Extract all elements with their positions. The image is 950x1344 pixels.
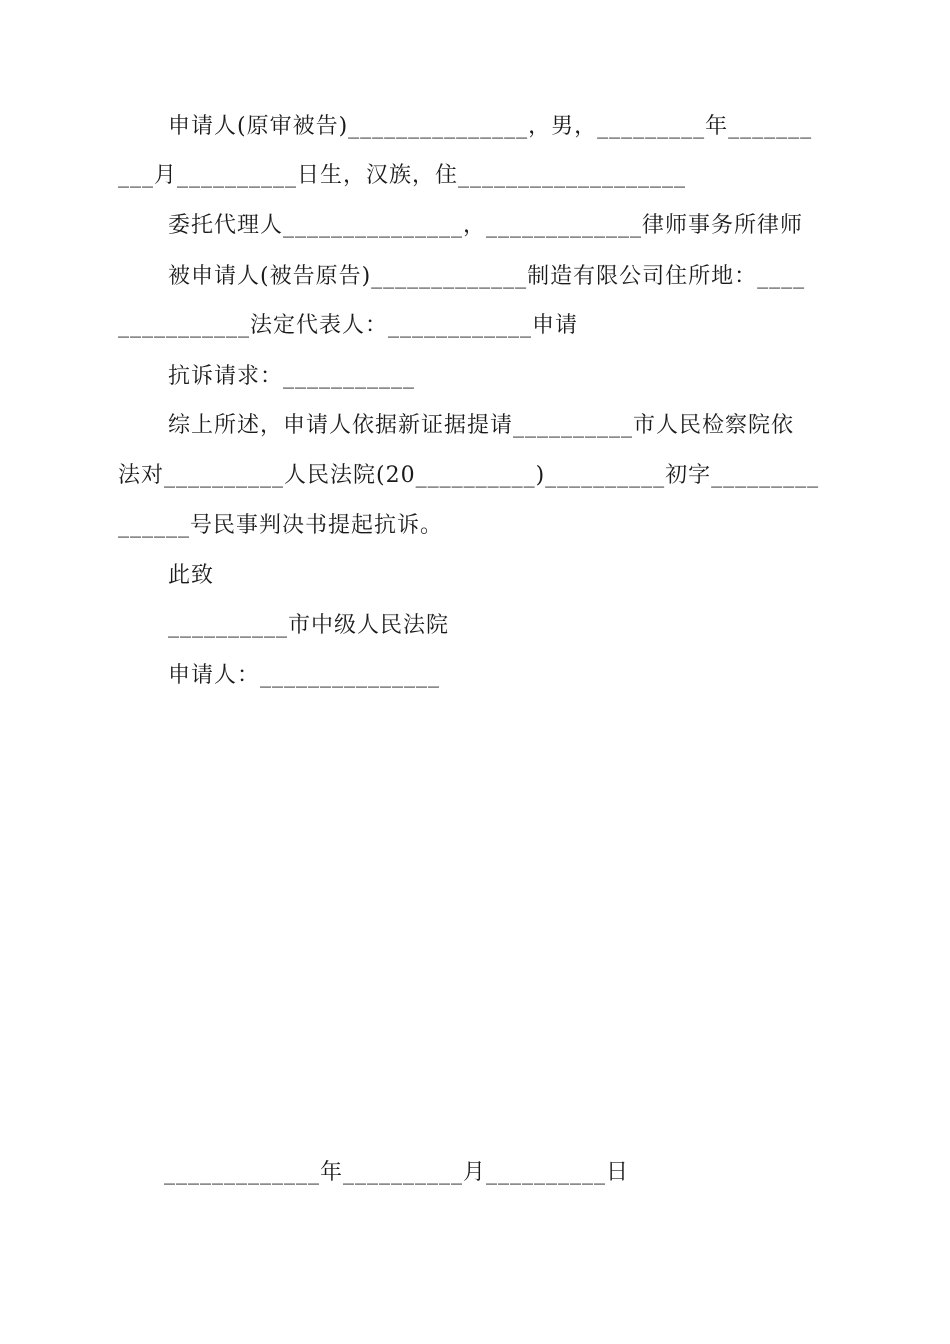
court-line: __________市中级人民法院: [168, 613, 450, 638]
applicant-line: 申请人(原审被告)_______________，男，_________年_______: [168, 114, 813, 139]
summary-line-1: 综上所述，申请人依据新证据提请__________市人民检察院依: [168, 413, 795, 438]
signature-line: 申请人：_______________: [168, 663, 441, 688]
legal-rep-line: ___________法定代表人：____________申请: [118, 313, 579, 338]
protest-request-line: 抗诉请求：___________: [168, 364, 416, 389]
summary-line-3: ______号民事判决书提起抗诉。: [118, 513, 444, 538]
agent-line: 委托代理人_______________，_____________律师事务所律师: [168, 213, 804, 238]
applicant-birth-line: ___月__________日生，汉族，住___________________: [118, 163, 687, 188]
summary-line-2: 法对__________人民法院(20__________)__________初字_________: [118, 463, 820, 488]
date-line: _____________年__________月__________日: [164, 1160, 630, 1185]
salutation-line: 此致: [168, 563, 215, 588]
respondent-line: 被申请人(被告原告)_____________制造有限公司住所地：____: [168, 264, 806, 289]
